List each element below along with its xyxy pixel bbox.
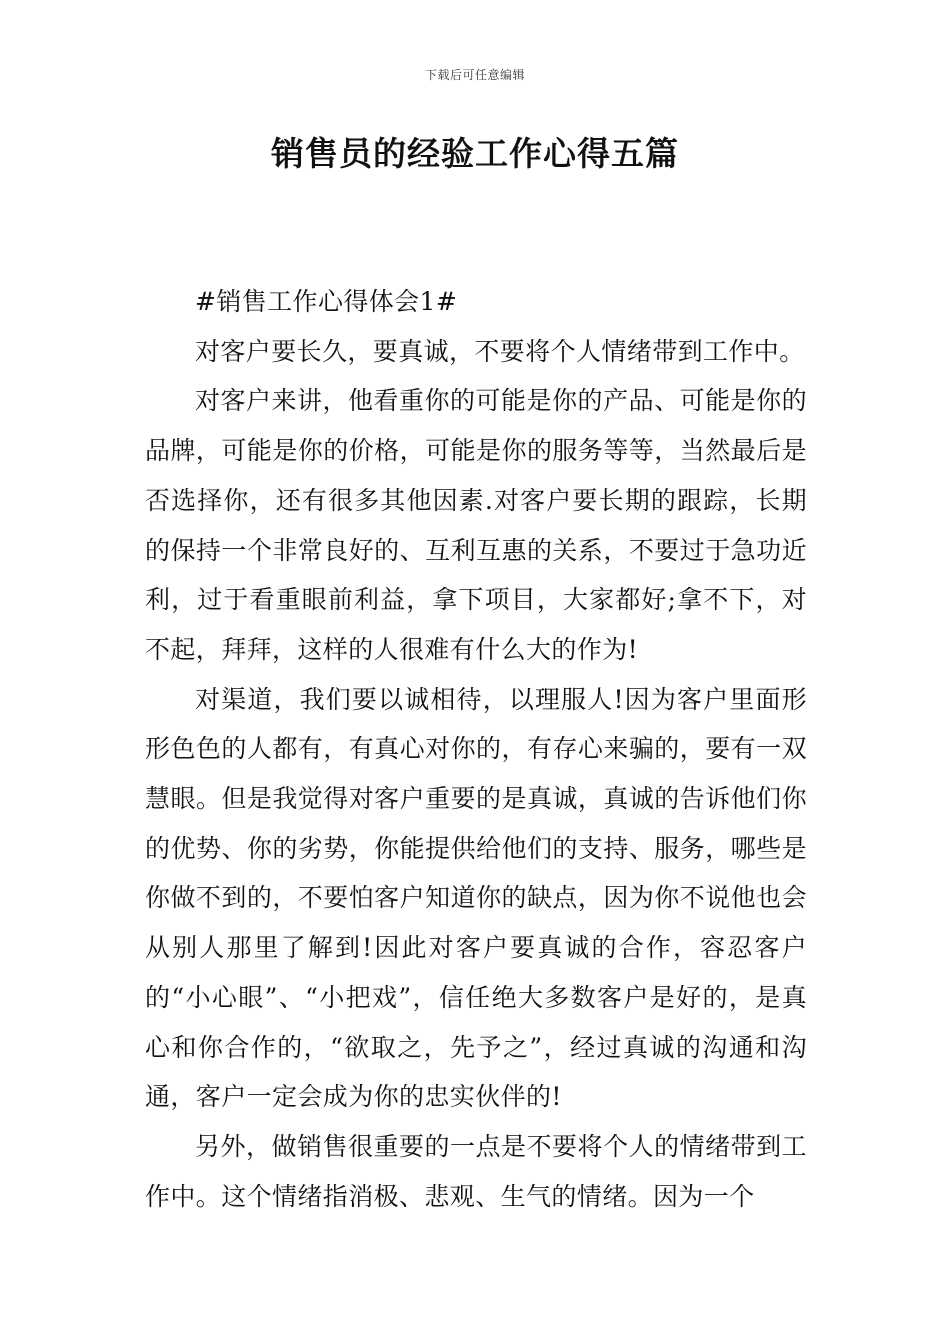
header-note: 下载后可任意编辑 [424, 68, 525, 82]
document-body [145, 277, 807, 1221]
document-title: 销售员的经验工作心得五篇 [271, 134, 679, 173]
paragraph: 对客户来讲，他看重你的可能是你的产品、可能是你的品牌，可能是你的价格，可能是你的服务等等，当然最后是否选择你，还有很多其他因素.对客户要长期的跟踪，长期的保持一个非常良好的、互利互惠的关系，不要过于急功近利，过于看重眼前利益，拿下项目，大家都好;拿不下，对不起，拜拜，这样的人很难有什么大的作为! [145, 386, 807, 664]
paragraph: 对渠道，我们要以诚相待，以理服人!因为客户里面形形色色的人都有，有真心对你的，有存心来骗的，要有一双慧眼。但是我觉得对客户重要的是真诚，真诚的告诉他们你的优势、你的劣势，你能提供给他们的支持、服务，哪些是你做不到的，不要怕客户知道你的缺点，因为你不说他也会从别人那里了解到!因此对客户要真诚的合作，容忍客户的“小心眼”、“小把戏”，信任绝大多数客户是好的，是真心和你合作的，“欲取之，先予之”，经过真诚的沟通和沟通，客户一定会成为你的忠实伙伴的! [145, 684, 807, 1112]
section-heading: #销售工作心得体会1# [195, 287, 458, 316]
paragraph: 另外，做销售很重要的一点是不要将个人的情绪带到工作中。这个情绪指消极、悲观、生气的情绪。因为一个 [145, 1131, 807, 1211]
paragraph: 对客户要长久，要真诚，不要将个人情绪带到工作中。 [195, 336, 805, 366]
